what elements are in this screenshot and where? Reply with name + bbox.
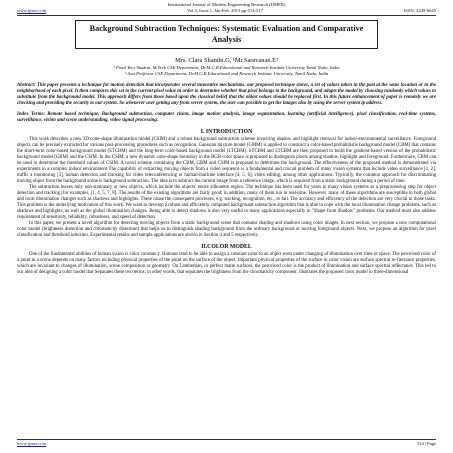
journal-url-link[interactable]: www.ijmer.com xyxy=(17,8,47,13)
volume-info: Vol.3, Issue.1, Jan-Feb. 2013 pp-514-517 xyxy=(187,8,263,13)
header-divider xyxy=(17,15,436,16)
abstract-label: Abstract: xyxy=(17,82,36,88)
page-footer xyxy=(17,439,436,447)
intro-paragraph-3: In this paper, we present a novel algorithm for detecting moving objects from a static background scene that contains shading and shadows using color images. In next section, we propose a new computational color model (brightness distortion and chromaticity distortion) that helps us to distinguish shading background from the ordinary background or moving foreground objects. Next, we propose an algorithm for pixel classification and threshold selection. Experimental results and sample applications are shown in Section 4 and 5 respectively. xyxy=(17,221,436,239)
paper-title: Background Subtraction Techniques: Systematic Evaluation and Comparative Analysis xyxy=(75,20,378,49)
index-terms xyxy=(17,112,436,124)
intro-paragraph-2: The subtraction leaves only non-stationary or new objects, which include the objects' entire silhouette region. The technique has been used for years in many vision systems as a preprocessing step for object detection and tracking [for examples, [1, 4, 5, 7, 8]. The results of the existing algorithms are fairly good; in addition, many of them run in real-time. However, many of these algorithms are susceptible to both global and local illumination changes such as shadows and highlights. These cause the consequent processes, e.g. tracking, recognition, etc., to fail. The accuracy and efficiency of the detection are very crucial to those tasks. This problem is the underlying motivation of this work. We want to develop a robust and efficiently computed background subtraction algorithm that is able to cope with the local illumination change problems, such as shadows and highlights, as well as the global illumination changes. Being able to detect shadows is also very useful to many applications especially in "Shape from Shadow" problems. Our method must also address requirement of sensitivity, reliability, robustness, and speed of detection. xyxy=(17,185,436,221)
intro-paragraph-1: This work describes a new 3D cone-shape illumination model (CSIM) and a robust background subtraction scheme involving shadow and highlight removal for indoor-environmental surveillance. Foreground objects can be precisely extracted for various post-processing procedures such as recognition. Gaussian mixture model (GMM) is applied to construct a color-based probabilistic background model (CBM) that contains the short-term color-based background model (STCBM) and the long-term color-based background model (LTCBM). STCBM and LTCBM are then proposed to build the gradient-based version of the probabilistic background model (GBM) and the CSIM. In the CSIM, a new dynamic cone-shape boundary in the RGB color space is proposed to distinguish pixels among shadow, highlight and foreground. Furthermore, CBM can be used to determine the threshold values of CSIM. A novel scheme combining the CBM, GBM and CSIM is proposed to determine the background. The effectiveness of the proposed method is demonstrated via experiments in a complex indoor environment The capability of extracting moving objects from a video sequence is a fundamental and crucial problem of many vision systems that include video surveillance [1, 2], traffic a monitoring [3], human detection and tracking for video teleconferencing or human-machine interface [4, 5, 6], video editing, among other applications. Typically, the common approach for discriminating moving object from the background scene is background subtraction. The idea is to subtract the current image from a reference image, which is acquired from a static background during a period of time. xyxy=(17,137,436,185)
footer-url-link[interactable]: www.ijmer.com xyxy=(17,441,47,446)
journal-name: International Journal of Modern Engineering Research (IJMER) xyxy=(167,2,286,7)
abstract-text: This paper presents a technique for motion detection that incorporates several innovative mechanisms. our proposed technique stores, a set of values taken in the past at the same location or in the neighborhood of each pixel. It then compares this set to the current pixel value in order to determine whether that pixel belongs to the background, and adapts the model by choosing randomly which values to substitute from the background model. This approach differs from those based upon the classical belief that the oldest values should be replaced first. In this future enhancement of paper is remotely we are checking and providing the security to our system. So whenever user getting any from server system, the user can possible to get the images also by using the server system ip address. xyxy=(17,82,436,106)
paper-authors: Mrs. Clara Shanthi.G, ¹Mr.Saravanan.E² xyxy=(175,57,278,64)
journal-header xyxy=(17,0,436,14)
section-heading-color-model: II.COLOR MODEL xyxy=(201,244,252,251)
index-terms-label: Index Terms: xyxy=(17,111,45,117)
affiliation-1: ¹ Final Year Student, M.Tech CSE Department, Dr.M.G.R.Educational and Research Institute University Tamil Nadu, India xyxy=(113,65,340,70)
affiliation-2: ² Asst.Professor CSE Department, Dr.M.G.R.Educational and Research Institute University, Tamil Nadu, India xyxy=(124,70,329,76)
color-model-paragraph-1: One of the fundamental abilities of human vision is color constancy. Humans tend to be able to assign a constant color to an object even under changing of illumination over time or space. The perceived color of a point in a scene depends on many factors including physical properties of the point on the surface of the object. Important physical properties of the surface in color vision are surface spectral re-flectance properties, which are invariant to changes of illumination, scene composition or geometry. On Lambertian, or perfect matte surfaces, the perceived color is the product of illumination and surface spectral reflectance. This led to our idea of designing a color model that Separates these two terms; in other words, that separates the brightness from the chromaticity component. illustrates the proposed color model in three-dimensional xyxy=(17,252,436,276)
page-number: 514 | Page xyxy=(416,441,436,446)
footer-divider xyxy=(17,439,436,440)
header-info-row xyxy=(17,8,436,14)
index-terms-text: Remote based technique, Background subtraction, computer vision, image motion analysis, image segmentation, learning (artificial intelligence), pixel classification, real-time systems, surveillance, vision and scene understanding, video signal processing. xyxy=(17,111,436,124)
footer-row xyxy=(17,441,436,447)
section-heading-introduction: I. INTRODUCTION xyxy=(200,129,253,136)
abstract xyxy=(17,83,436,107)
issn-info: ISSN: 2249-6645 xyxy=(403,8,436,13)
